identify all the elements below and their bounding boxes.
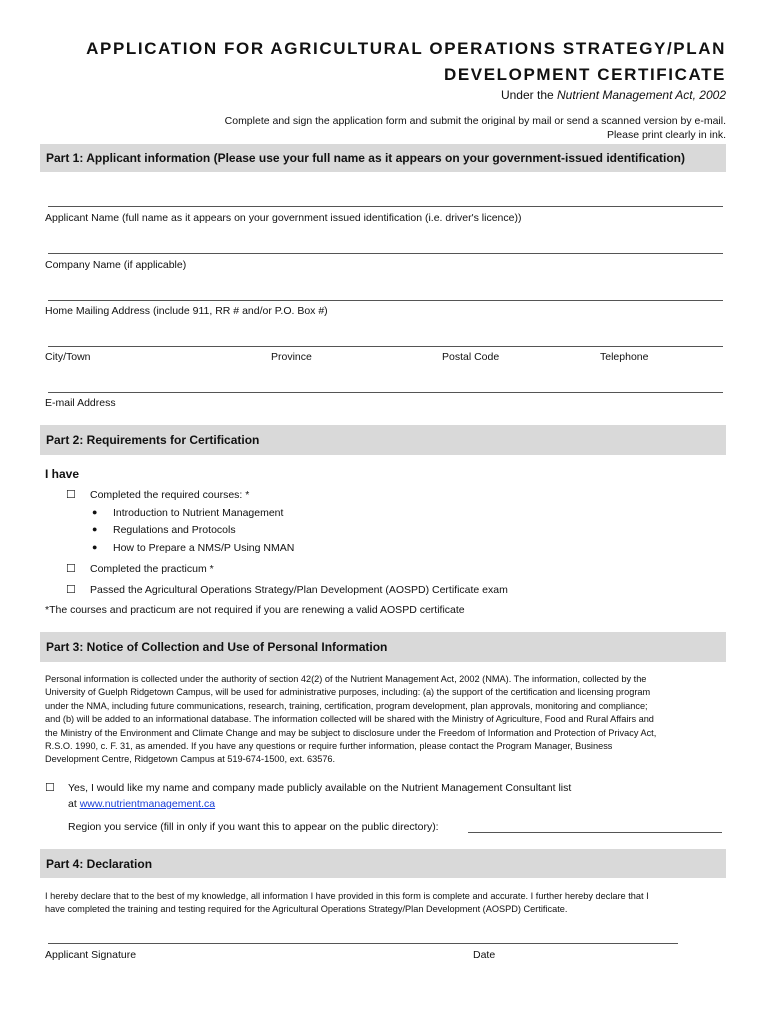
applicant-name-field[interactable] bbox=[48, 206, 723, 207]
bullet-icon: ● bbox=[92, 507, 98, 517]
part2-heading: Part 2: Requirements for Certification bbox=[40, 425, 726, 455]
subtitle-prefix: Under the bbox=[500, 88, 558, 102]
consent-label: Yes, I would like my name and company made publicly available on the Nutrient Management Consultant list bbox=[68, 782, 572, 794]
email-label: E-mail Address bbox=[45, 397, 116, 409]
part2-footnote: *The courses and practicum are not required if you are renewing a valid AOSPD certificate bbox=[45, 604, 465, 616]
privacy-line: Development Centre, Ridgetown Campus at 519-674-1500, ext. 63576. bbox=[45, 754, 336, 765]
privacy-line: the Ministry of the Environment and Climate Change and may be subject to disclosure under the Freedom of Information and Protection of Privacy Act, bbox=[45, 727, 657, 738]
i-have-label: I have bbox=[45, 467, 80, 481]
checkbox-icon[interactable]: ☐ bbox=[66, 563, 76, 575]
part3-heading: Part 3: Notice of Collection and Use of Personal Information bbox=[40, 632, 726, 662]
date-label: Date bbox=[473, 949, 496, 961]
instructions-line1: Complete and sign the application form and submit the original by mail or send a scanned version by e-mail. bbox=[224, 115, 726, 127]
exam-label: Passed the Agricultural Operations Strategy/Plan Development (AOSPD) Certificate exam bbox=[90, 584, 508, 596]
form-subtitle bbox=[501, 88, 726, 102]
company-name-field[interactable] bbox=[48, 253, 723, 254]
course-item: Regulations and Protocols bbox=[113, 524, 236, 536]
part1-heading: Part 1: Applicant information (Please use your full name as it appears on your government-issued identification) bbox=[40, 144, 726, 172]
signature-label: Applicant Signature bbox=[45, 949, 137, 961]
checkbox-icon[interactable]: ☐ bbox=[45, 782, 55, 794]
privacy-line: Personal information is collected under the authority of section 42(2) of the Nutrient Management Act, 2002 (NMA). The information, collected by the bbox=[45, 674, 647, 684]
declaration-line: I hereby declare that to the best of my knowledge, all information I have provided in this form is complete and accurate. I further hereby declare that I bbox=[45, 891, 649, 901]
part4-heading: Part 4: Declaration bbox=[40, 849, 726, 878]
city-label: City/Town bbox=[45, 351, 91, 363]
form-title-line2: DEVELOPMENT CERTIFICATE bbox=[443, 65, 726, 84]
bullet-icon: ● bbox=[92, 542, 98, 552]
signature-date-field[interactable] bbox=[48, 943, 678, 944]
privacy-line: under the NMA, including future communications, research, training, certification, program development, plan approvals, monitoring and compliance; bbox=[45, 700, 648, 711]
instructions-line2: Please print clearly in ink. bbox=[606, 129, 726, 141]
address-field[interactable] bbox=[48, 300, 723, 301]
subtitle-act: Nutrient Management Act, 2002 bbox=[557, 88, 726, 102]
province-label: Province bbox=[271, 351, 312, 363]
courses-label: Completed the required courses: * bbox=[90, 489, 250, 501]
practicum-label: Completed the practicum * bbox=[90, 563, 214, 575]
consent-at: at bbox=[68, 798, 80, 810]
privacy-line: and (b) will be added to an informational database. The information collected will be shared with the Ministry of Agriculture, Food and Rural Affairs and bbox=[45, 714, 654, 725]
email-field[interactable] bbox=[48, 392, 723, 393]
form-title-line1: APPLICATION FOR AGRICULTURAL OPERATIONS STRATEGY/PLAN bbox=[86, 39, 726, 58]
region-label: Region you service (fill in only if you want this to appear on the public directory): bbox=[68, 821, 439, 833]
privacy-notice bbox=[45, 673, 725, 767]
privacy-line: R.S.O. 1990, c. F. 31, as amended. If you have any questions or require further information, please contact the Program Manager, Business bbox=[45, 741, 613, 752]
declaration-line: have completed the training and testing required for the Agricultural Operations Strategy/Plan Development (AOSPD) Certificate. bbox=[45, 904, 568, 915]
applicant-name-label: Applicant Name (full name as it appears on your government issued identification (i.e. driver's licence)) bbox=[45, 212, 522, 224]
region-field[interactable] bbox=[468, 832, 722, 833]
address-label: Home Mailing Address (include 911, RR # and/or P.O. Box #) bbox=[45, 305, 328, 317]
course-item: How to Prepare a NMS/P Using NMAN bbox=[113, 542, 295, 554]
bullet-icon: ● bbox=[92, 524, 98, 534]
telephone-label: Telephone bbox=[600, 351, 649, 363]
postal-code-label: Postal Code bbox=[442, 351, 500, 363]
checkbox-icon[interactable]: ☐ bbox=[66, 489, 76, 501]
city-province-postal-phone-field[interactable] bbox=[48, 346, 723, 347]
checkbox-icon[interactable]: ☐ bbox=[66, 584, 76, 596]
privacy-line: University of Guelph Ridgetown Campus, will be used for administrative purposes, including: (a) the support of the certification and licensing program bbox=[45, 687, 651, 698]
nutrient-management-link[interactable]: www.nutrientmanagement.ca bbox=[79, 798, 216, 810]
course-item: Introduction to Nutrient Management bbox=[113, 507, 284, 519]
company-name-label: Company Name (if applicable) bbox=[45, 259, 187, 271]
consent-link-line bbox=[68, 798, 215, 810]
declaration-text bbox=[45, 890, 725, 917]
